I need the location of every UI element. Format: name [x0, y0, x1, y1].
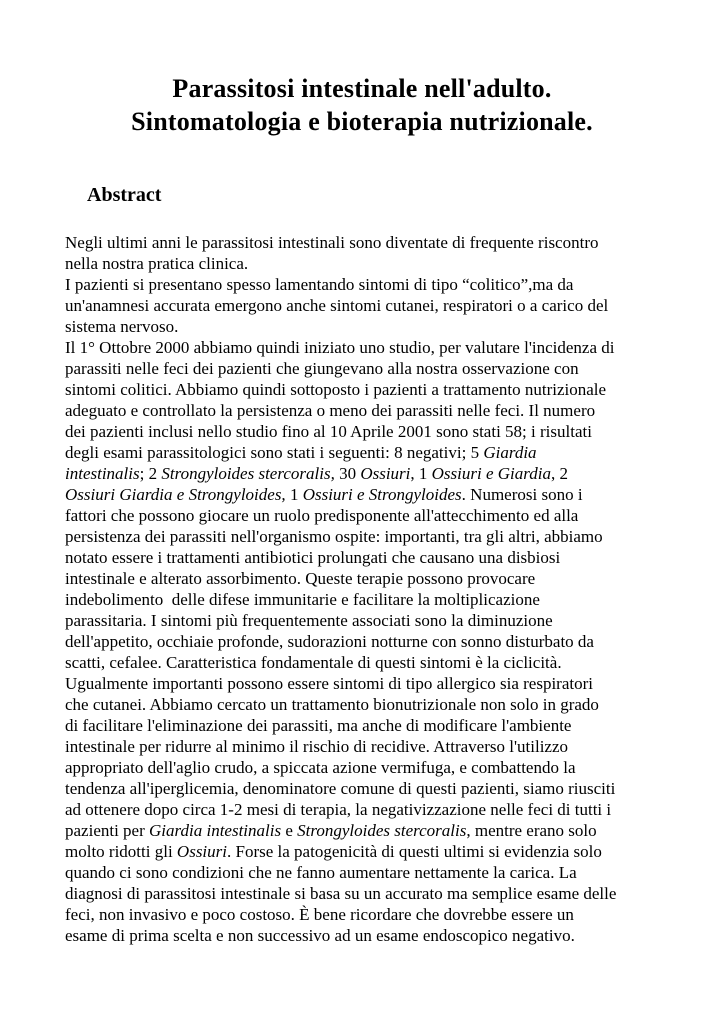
- title-line-1: Parassitosi intestinale nell'adulto.: [172, 74, 552, 103]
- text-line: molto ridotti gli Ossiuri. Forse la patogenicità di questi ultimi si evidenzia solo: [65, 842, 602, 861]
- title-line-2: Sintomatologia e bioterapia nutrizionale.: [131, 107, 593, 136]
- text-line: nella nostra pratica clinica.: [65, 254, 249, 273]
- text-line: intestinale per ridurre al minimo il rischio di recidive. Attraverso l'utilizzo: [65, 737, 569, 756]
- text-line: indebolimento delle difese immunitarie e facilitare la moltiplicazione: [65, 590, 540, 609]
- text-line: esame di prima scelta e non successivo ad un esame endoscopico negativo.: [65, 926, 575, 945]
- text-line: feci, non invasivo e poco costoso. È bene ricordare che dovrebbe essere un: [65, 905, 574, 924]
- text-line: parassiti nelle feci dei pazienti che giungevano alla nostra osservazione con: [65, 359, 579, 378]
- text-line: notato essere i trattamenti antibiotici prolungati che causano una disbiosi: [65, 548, 561, 567]
- text-line: intestinalis; 2 Strongyloides stercoralis, 30 Ossiuri, 1 Ossiuri e Giardia, 2: [65, 464, 568, 483]
- text-line: scatti, cefalee. Caratteristica fondamentale di questi sintomi è la ciclicità.: [65, 653, 562, 672]
- text-line: dei pazienti inclusi nello studio fino al 10 Aprile 2001 sono stati 58; i risultati: [65, 422, 592, 441]
- text-line: sintomi colitici. Abbiamo quindi sottoposto i pazienti a trattamento nutrizionale: [65, 380, 607, 399]
- text-line: persistenza dei parassiti nell'organismo ospite: importanti, tra gli altri, abbiamo: [65, 527, 603, 546]
- text-line: diagnosi di parassitosi intestinale si basa su un accurato ma semplice esame delle: [65, 884, 617, 903]
- text-line: quando ci sono condizioni che ne fanno aumentare nettamente la carica. La: [65, 863, 577, 882]
- text-line: ad ottenere dopo circa 1-2 mesi di terapia, la negativizzazione nelle feci di tutti i: [65, 800, 612, 819]
- text-line: appropriato dell'aglio crudo, a spiccata azione vermifuga, e combattendo la: [65, 758, 576, 777]
- text-line: sistema nervoso.: [65, 317, 179, 336]
- text-line: un'anamnesi accurata emergono anche sintomi cutanei, respiratori o a carico del: [65, 296, 609, 315]
- document-title: [0, 0, 724, 138]
- text-line: Ugualmente importanti possono essere sintomi di tipo allergico sia respiratori: [65, 674, 593, 693]
- text-line: parassitaria. I sintomi più frequentemente associati sono la diminuzione: [65, 611, 553, 630]
- abstract-text: [65, 232, 675, 946]
- text-line: Ossiuri Giardia e Strongyloides, 1 Ossiuri e Strongyloides. Numerosi sono i: [65, 485, 583, 504]
- text-line: fattori che possono giocare un ruolo predisponente all'attecchimento ed alla: [65, 506, 579, 525]
- text-line: Negli ultimi anni le parassitosi intestinali sono diventate di frequente riscontro: [65, 233, 599, 252]
- text-line: dell'appetito, occhiaie profonde, sudorazioni notturne con sonno disturbato da: [65, 632, 594, 651]
- text-line: pazienti per Giardia intestinalis e Strongyloides stercoralis, mentre erano solo: [65, 821, 597, 840]
- text-line: che cutanei. Abbiamo cercato un trattamento bionutrizionale non solo in grado: [65, 695, 599, 714]
- abstract-heading: Abstract: [87, 184, 162, 206]
- text-line: di facilitare l'eliminazione dei parassiti, ma anche di modificare l'ambiente: [65, 716, 572, 735]
- text-line: I pazienti si presentano spesso lamentando sintomi di tipo “colitico”,ma da: [65, 275, 574, 294]
- text-line: adeguato e controllato la persistenza o meno dei parassiti nelle feci. Il numero: [65, 401, 596, 420]
- text-line: intestinale e alterato assorbimento. Queste terapie possono provocare: [65, 569, 536, 588]
- text-line: Il 1° Ottobre 2000 abbiamo quindi iniziato uno studio, per valutare l'incidenza di: [65, 338, 615, 357]
- text-line: degli esami parassitologici sono stati i seguenti: 8 negativi; 5 Giardia: [65, 443, 537, 462]
- text-line: tendenza all'iperglicemia, denominatore comune di questi pazienti, siamo riusciti: [65, 779, 616, 798]
